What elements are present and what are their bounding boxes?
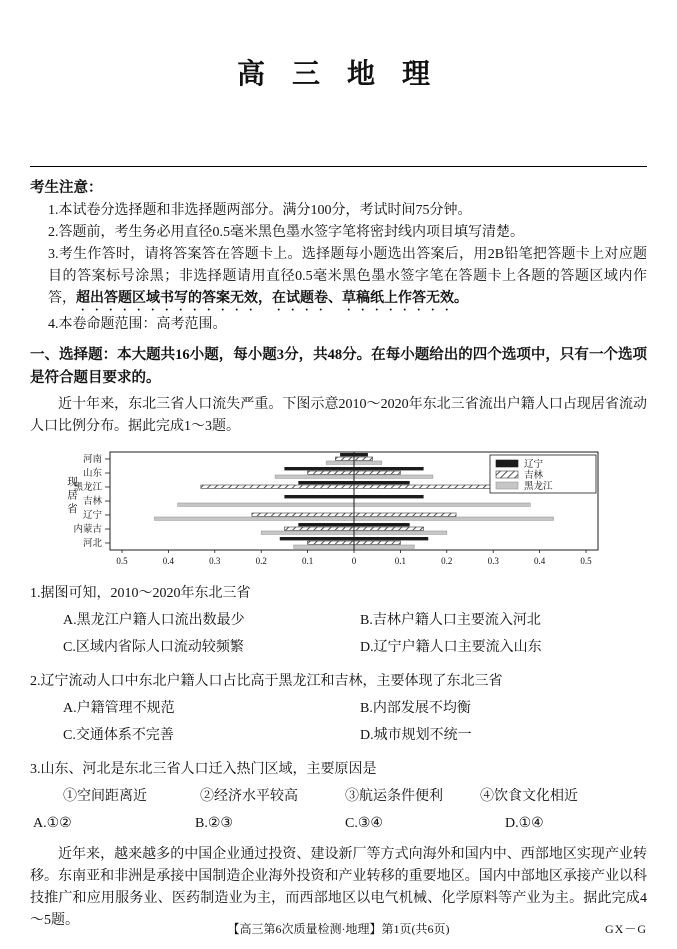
notice-heading: 考生注意： (30, 179, 103, 196)
chart-y-label: 吉林 (82, 496, 102, 507)
chart-y-label: 山东 (82, 468, 102, 479)
chart-x-tick-label: 0.5 (580, 555, 592, 566)
question-2-options-row-2 (30, 722, 647, 749)
question-2-stem: 2.辽宁流动人口中东北户籍人口占比高于黑龙江和吉林，主要体现了东北三省 (30, 673, 503, 689)
chart-x-tick-label: 0.3 (209, 555, 221, 566)
chart-x-tick-label: 0.5 (116, 555, 128, 566)
question-3-subitem-1: ①空间距离近 (63, 788, 147, 804)
question-1-options-row-2 (30, 634, 647, 661)
question-1-options-row-1 (30, 607, 647, 634)
chart-y-label: 内蒙古 (73, 524, 102, 535)
question-2-option-c: C.交通体系不完善 (63, 727, 174, 743)
question-1-option-a: A.黑龙江户籍人口流出数最少 (63, 612, 245, 628)
chart-x-tick-label: 0.4 (533, 555, 546, 566)
footer-title: 【高三第6次质量检测·地理】第1页(共6页) (227, 922, 450, 936)
chart-x-tick-label: 0.1 (394, 555, 407, 566)
footer-code: GX－G (605, 922, 647, 936)
page-title: 高 三 地 理 (236, 59, 440, 90)
notice-item-4: 4.本卷命题范围：高考范围。 (48, 316, 227, 332)
question-3-option-a: A.①② (33, 815, 72, 831)
notice-item-1: 1.本试卷分选择题和非选择题两部分。满分100分，考试时间75分钟。 (48, 202, 472, 218)
population-flow-chart (58, 446, 614, 573)
chart-x-tick-label: 0.1 (301, 555, 314, 566)
notice-section (30, 177, 647, 336)
chart-x-tick-label: 0.3 (487, 555, 499, 566)
chart-y-label: 河南 (82, 454, 102, 465)
chart-y-label: 黑龙江 (73, 482, 102, 493)
question-2-option-a: A.户籍管理不规范 (63, 700, 175, 716)
chart-y-label: 辽宁 (82, 510, 102, 521)
chart-x-tick-label: 0.2 (441, 555, 453, 566)
question-3-subitems (30, 783, 647, 810)
question-1-option-b: B.吉林户籍人口主要流入河北 (360, 612, 541, 628)
chart-legend-label-黑龙江: 黑龙江 (524, 481, 553, 492)
passage-2: 近年来，越来越多的中国企业通过投资、建设新厂等方式向海外和国内中、西部地区实现产业转移。东南亚和非洲是承接中国制造企业海外投资和产业转移的重要地区。国内中部地区承接产业以科技推广和应用服务业、医药制造业为主，而西部地区以电气机械、化学原料等产业为主。据此完成4～5题。 (30, 846, 647, 928)
passage-1: 近十年来，东北三省人口流失严重。下图示意2010～2020年东北三省流出户籍人口占现居省流动人口比例分布。据此完成1～3题。 (30, 396, 647, 434)
question-3-option-b: B.②③ (195, 815, 233, 831)
question-3 (30, 756, 647, 837)
question-2-option-d: D.城市规划不统一 (360, 727, 472, 743)
question-2-options-row-1 (30, 695, 647, 722)
chart-x-tick-label: 0.2 (255, 555, 267, 566)
question-3-option-d: D.①④ (505, 815, 544, 831)
page-footer (30, 920, 647, 937)
chart-legend-swatch-吉林 (496, 471, 518, 478)
population-flow-chart-svg (58, 446, 614, 568)
question-3-subitem-2: ②经济水平较高 (200, 788, 298, 804)
chart-legend-label-吉林: 吉林 (524, 470, 544, 481)
question-3-options-row (30, 810, 647, 837)
notice-item-2: 2.答题前，考生务必用直径0.5毫米黑色墨水签字笔将密封线内项目填写清楚。 (48, 224, 524, 240)
question-3-subitem-4: ④饮食文化相近 (480, 788, 578, 804)
header-divider (30, 166, 647, 167)
notice-item-3 (30, 244, 647, 314)
chart-y-label: 河北 (82, 538, 102, 549)
chart-legend-swatch-黑龙江 (496, 482, 518, 489)
notice-item-3-emphasis: 超出答题区域书写的答案无效，在试题卷、草稿纸上作答无效。 (76, 290, 468, 306)
chart-x-tick-label: 0 (351, 555, 357, 566)
notice-item-3-text: 3.考生作答时，请将答案答在答题卡上。选择题每小题选出答案后，用2B铅笔把答题卡上对应题目的答案标号涂黑；非选择题请用直径0.5毫米黑色墨水签字笔在答题卡上各题的答题区域内作答， (48, 246, 647, 306)
question-1-option-c: C.区域内省际人口流动较频繁 (63, 639, 244, 655)
chart-legend-label-辽宁: 辽宁 (524, 459, 544, 470)
question-3-option-c: C.③④ (345, 815, 383, 831)
question-1 (30, 580, 647, 661)
question-2 (30, 668, 647, 749)
section-1-heading: 一、选择题：本大题共16小题，每小题3分，共48分。在每小题给出的四个选项中，只有一个选项是符合题目要求的。 (30, 346, 647, 386)
chart-y-axis-label: 现居省 (66, 475, 77, 517)
question-2-option-b: B.内部发展不均衡 (360, 700, 471, 716)
chart-legend-swatch-辽宁 (496, 460, 518, 467)
question-1-stem: 1.据图可知，2010～2020年东北三省 (30, 585, 251, 601)
question-1-option-d: D.辽宁户籍人口主要流入山东 (360, 639, 542, 655)
question-3-stem: 3.山东、河北是东北三省人口迁入热门区域，主要原因是 (30, 761, 377, 777)
chart-x-tick-label: 0.4 (162, 555, 175, 566)
question-3-subitem-3: ③航运条件便利 (345, 788, 443, 804)
